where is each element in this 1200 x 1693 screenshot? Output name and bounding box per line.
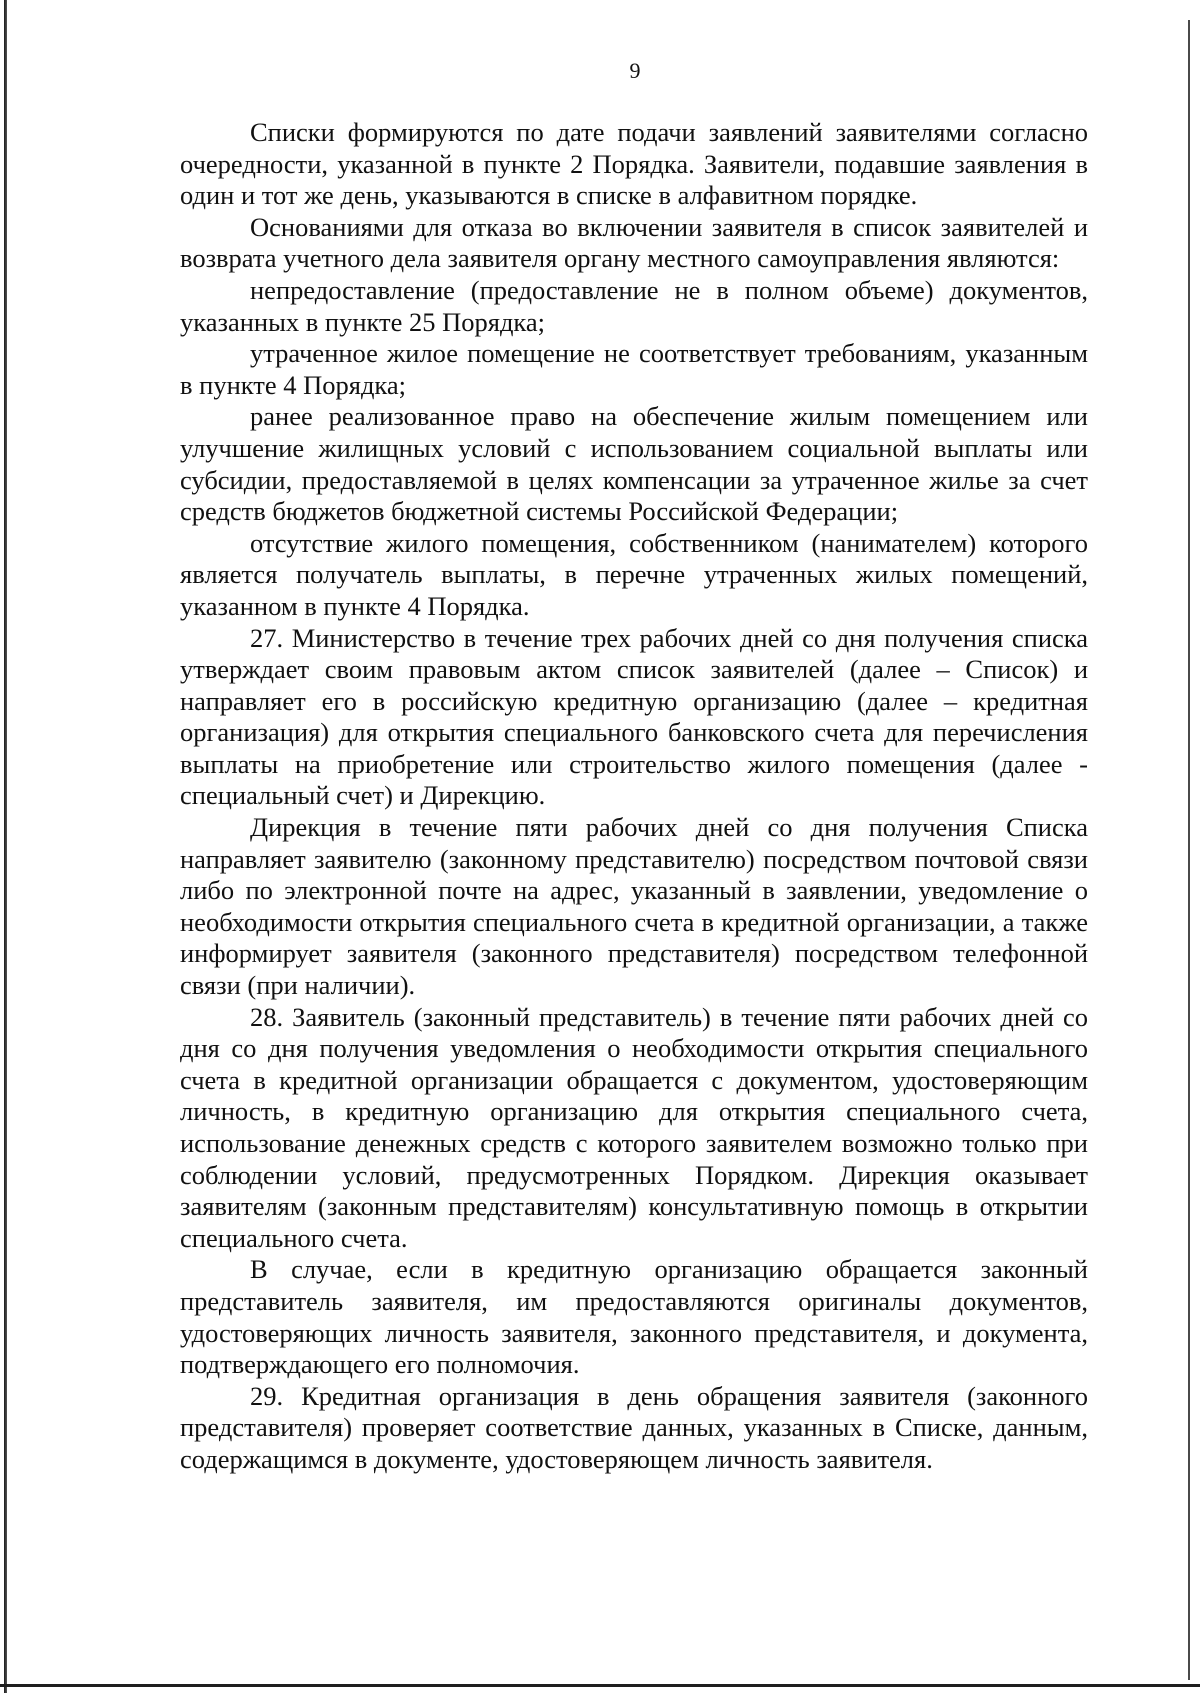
paragraph-refusal-item-1: непредоставление (предоставление не в полном объеме) документов, указанных в пункте 25 Порядка;	[180, 274, 1088, 337]
paragraph-clause-29: 29. Кредитная организация в день обращения заявителя (законного представителя) проверяет соответствие данных, указанных в Списке, данным, содержащимся в документе, удостоверяющем личность заявителя.	[180, 1380, 1088, 1474]
document-body	[180, 117, 1088, 1476]
paragraph-lists-formation: Списки формируются по дате подачи заявлений заявителями согласно очередности, указанной в пункте 2 Порядка. Заявители, подавшие заявления в один и тот же день, указываются в списке в алфавитном порядке.	[180, 117, 1088, 211]
scan-edge-left	[4, 0, 7, 1693]
scan-edge-bottom	[0, 1684, 1200, 1687]
paragraph-directorate-notice: Дирекция в течение пяти рабочих дней со дня получения Списка направляет заявителю (законному представителю) посредством почтовой связи либо по электронной почте на адрес, указанный в заявлении, уведомление о необходимости открытия специального счета в кредитной организации, а также информирует заявителя (законного представителя) посредством телефонной связи (при наличии).	[180, 812, 1088, 1001]
paragraph-refusal-item-4: отсутствие жилого помещения, собственником (нанимателем) которого является получатель выплаты, в перечне утраченных жилых помещений, указанном в пункте 4 Порядка.	[180, 527, 1088, 621]
paragraph-refusal-grounds: Основаниями для отказа во включении заявителя в список заявителей и возврата учетного дела заявителя органу местного самоуправления являются:	[180, 211, 1088, 274]
paragraph-clause-27: 27. Министерство в течение трех рабочих дней со дня получения списка утверждает своим правовым актом список заявителей (далее – Список) и направляет его в российскую кредитную организацию (далее – кредитная организация) для открытия специального банковского счета для перечисления выплаты на приобретение или строительство жилого помещения (далее - специальный счет) и Дирекцию.	[180, 622, 1088, 811]
paragraph-refusal-item-2: утраченное жилое помещение не соответствует требованиям, указанным в пункте 4 Порядка;	[180, 338, 1088, 400]
paragraph-clause-28: 28. Заявитель (законный представитель) в течение пяти рабочих дней со дня со дня получения уведомления о необходимости открытия специального счета в кредитной организации обращается с документом, удостоверяющим личность, в кредитную организацию для открытия специального счета, использование денежных средств с которого заявителем возможно только при соблюдении условий, предусмотренных Порядком. Дирекция оказывает заявителям (законным представителям) консультативную помощь в открытии специального счета.	[180, 1001, 1088, 1253]
scan-edge-right	[1188, 20, 1190, 1680]
page-number: 9	[629, 58, 641, 83]
paragraph-refusal-item-3: ранее реализованное право на обеспечение жилым помещением или улучшение жилищных условий с использованием социальной выплаты или субсидии, предоставляемой в целях компенсации за утраченное жилье за счет средств бюджетов бюджетной системы Российской Федерации;	[180, 401, 1088, 527]
paragraph-legal-representative: В случае, если в кредитную организацию обращается законный представитель заявителя, им предоставляются оригиналы документов, удостоверяющих личность заявителя, законного представителя, и документа, подтверждающего его полномочия.	[180, 1254, 1088, 1380]
